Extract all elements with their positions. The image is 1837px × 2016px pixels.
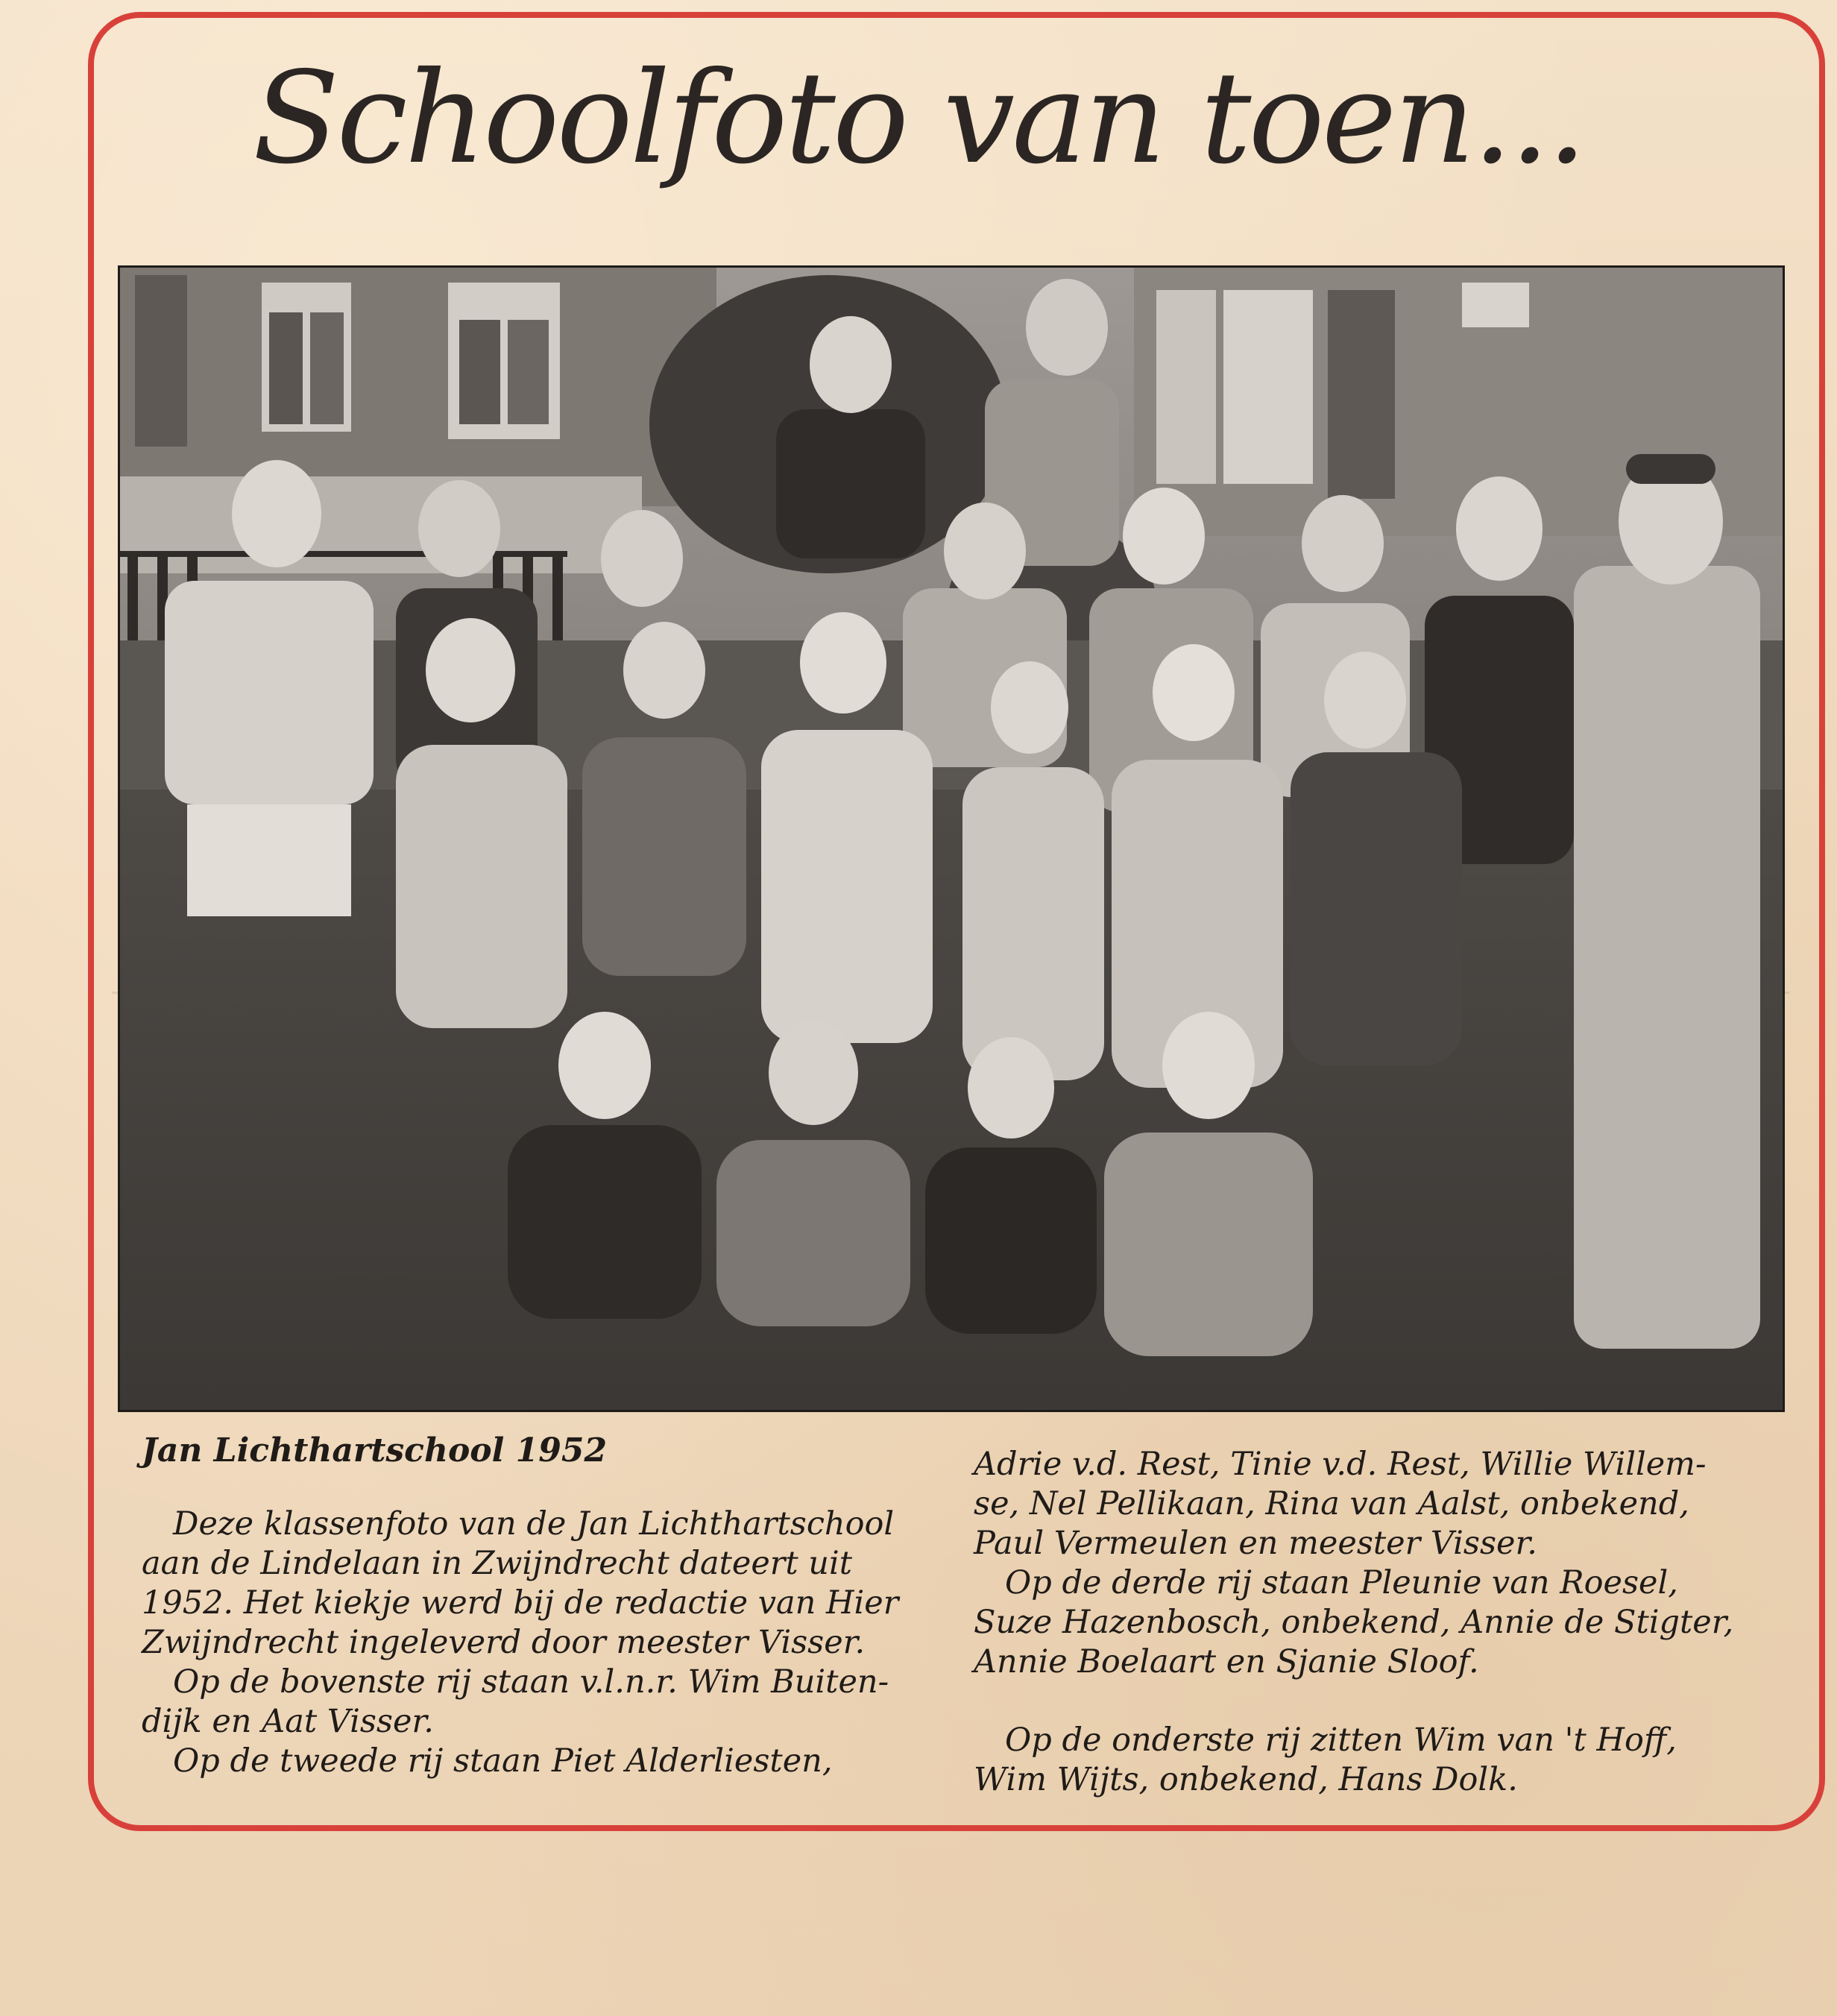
text-line: Wim Wijts, onbekend, Hans Dolk. <box>974 1761 1518 1798</box>
text-line: dijk en Aat Visser. <box>142 1703 434 1740</box>
headline: Schoolfoto van toen... <box>253 45 1584 192</box>
text-line: Op de onderste rij zitten Wim van 't Hoff, <box>1005 1722 1677 1759</box>
class-photo-illustration <box>120 268 1783 1410</box>
text-line: se, Nel Pellikaan, Rina van Aalst, onbekend, <box>974 1485 1689 1522</box>
class-photo <box>118 265 1785 1412</box>
text-line: Annie Boelaart en Sjanie Sloof. <box>974 1643 1479 1680</box>
caption-title: Jan Lichthartschool 1952 <box>142 1431 608 1470</box>
text-line: Paul Vermeulen en meester Visser. <box>974 1525 1537 1562</box>
text-line: Op de derde rij staan Pleunie van Roesel, <box>1005 1564 1678 1601</box>
text-line: Op de tweede rij staan Piet Alderliesten, <box>173 1742 833 1780</box>
article-text-right-column <box>974 1445 1733 1800</box>
teacher-figure <box>1574 454 1760 1349</box>
text-line: Op de bovenste rij staan v.l.n.r. Wim Buiten- <box>173 1663 889 1701</box>
text-line: Adrie v.d. Rest, Tinie v.d. Rest, Willie Willem- <box>974 1446 1707 1483</box>
text-line: Deze klassenfoto van de Jan Lichthartschool <box>173 1505 895 1543</box>
text-line: Zwijndrecht ingeleverd door meester Visser. <box>142 1624 866 1661</box>
paragraph-gap <box>974 1682 1733 1721</box>
text-line: aan de Lindelaan in Zwijndrecht dateert uit <box>142 1545 853 1582</box>
text-line: Suze Hazenbosch, onbekend, Annie de Stigter, <box>974 1604 1734 1641</box>
article-text-left-column <box>142 1505 898 1781</box>
text-line: 1952. Het kiekje werd bij de redactie van Hier <box>142 1584 899 1622</box>
